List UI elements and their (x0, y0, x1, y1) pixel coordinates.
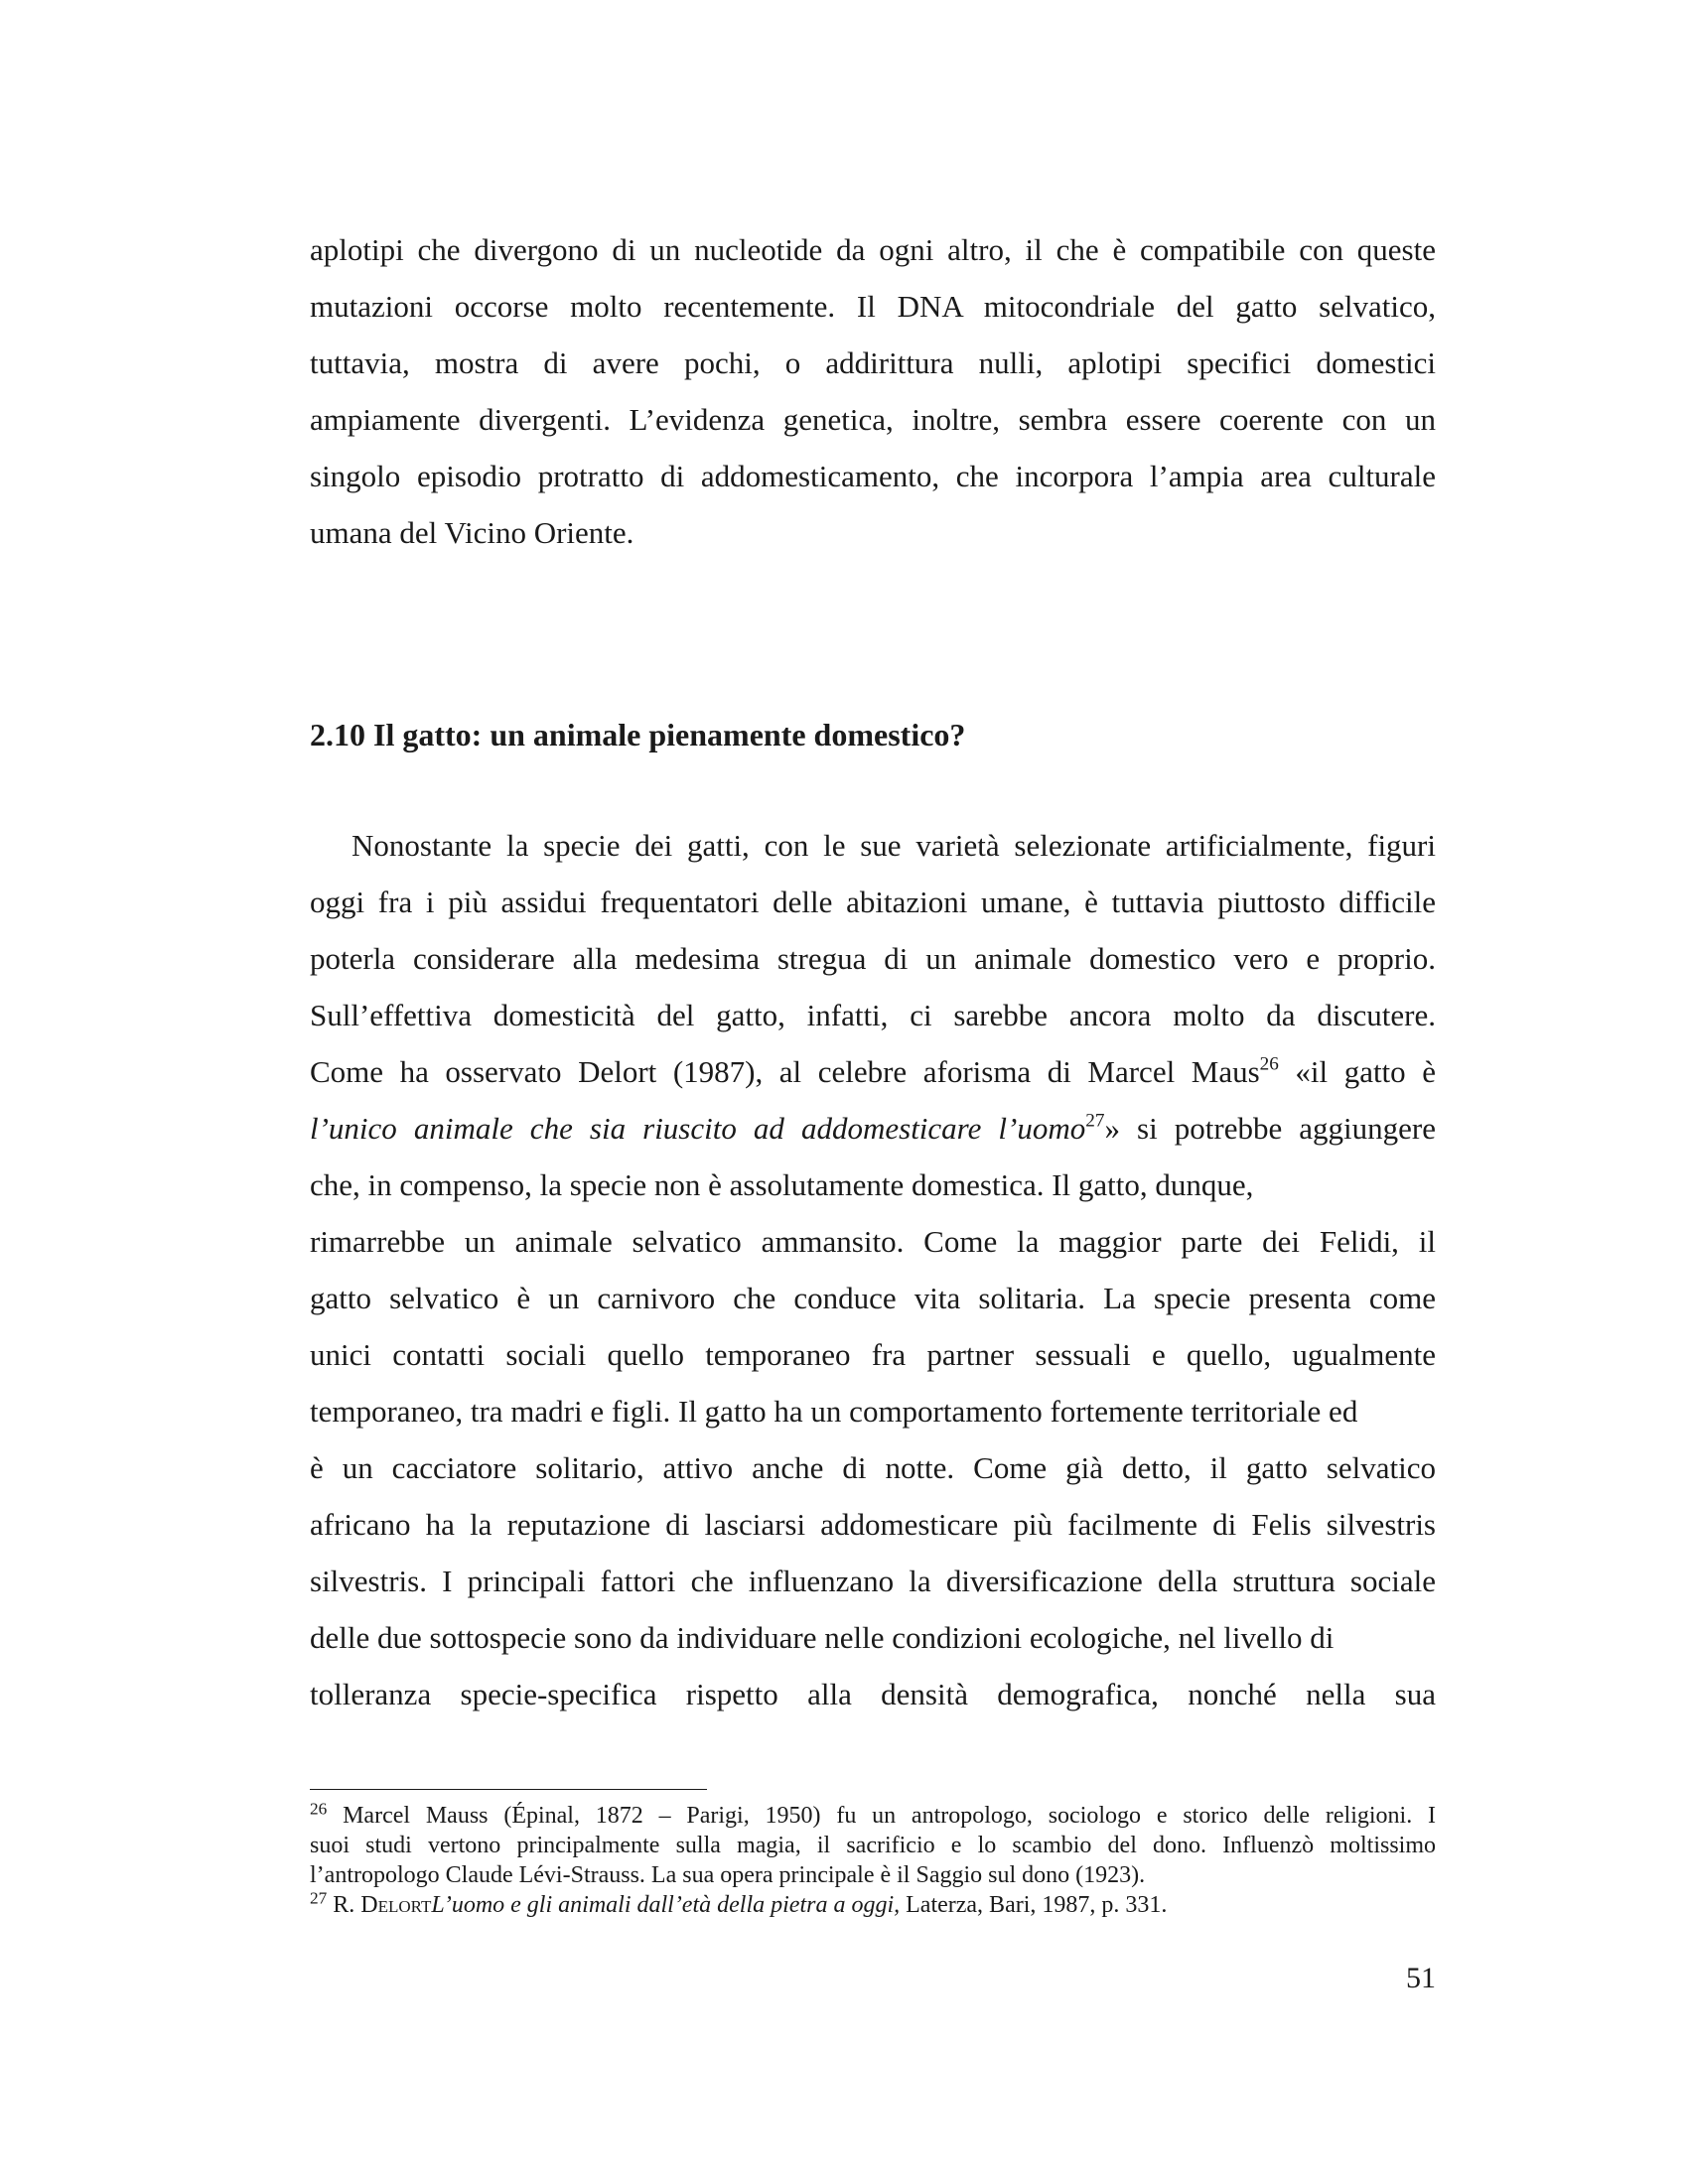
text-line: tolleranza specie-specifica rispetto alla densità demografica, nonché nella sua (310, 1677, 1436, 1711)
text-line: è un cacciatore solitario, attivo anche di notte. Come già detto, il gatto selvatico (310, 1450, 1436, 1485)
text-line: aplotipi che divergono di un nucleotide da ogni altro, il che è compatibile con queste (310, 232, 1436, 267)
page-number: 51 (1406, 1962, 1436, 1994)
text-line: Sull’effettiva domesticità del gatto, infatti, ci sarebbe ancora molto da discutere. (310, 998, 1436, 1032)
line-text: «il gatto è (1295, 1054, 1436, 1089)
text-line: mutazioni occorse molto recentemente. Il DNA mitocondriale del gatto selvatico, (310, 289, 1436, 324)
footnote-text: Marcel Mauss (Épinal, 1872 – Parigi, 1950) fu un antropologo, sociologo e storico delle religioni. I (343, 1803, 1437, 1829)
footnote-ref-27[interactable]: 27 (1085, 1110, 1105, 1132)
footnote-author-initial: R. (333, 1892, 355, 1918)
footnote-number: 26 (310, 1799, 328, 1819)
text-line: ampiamente divergenti. L’evidenza genetica, inoltre, sembra essere coerente con un (310, 402, 1436, 437)
text-line: Nonostante la specie dei gatti, con le sue varietà selezionate artificialmente, figuri (352, 828, 1436, 863)
text-line: oggi fra i più assidui frequentatori delle abitazioni umane, è tuttavia piuttosto difficile (310, 885, 1436, 919)
text-line: temporaneo, tra madri e figli. Il gatto ha un comportamento fortemente territoriale ed (310, 1394, 1358, 1429)
text-line: unici contatti sociali quello temporaneo fra partner sessuali e quello, ugualmente (310, 1337, 1436, 1372)
footnote-separator (310, 1789, 707, 1790)
text-line: poterla considerare alla medesima stregua di un animale domestico vero e proprio. (310, 941, 1436, 976)
footnote-26 (310, 1801, 1436, 1831)
text-line: tuttavia, mostra di avere pochi, o addirittura nulli, aplotipi specifici domestici (310, 345, 1436, 380)
footnote-26-line: suoi studi vertono principalmente sulla magia, il sacrificio e lo scambio del dono. Influenzò moltissimo (310, 1833, 1436, 1858)
text-line: silvestris. I principali fattori che influenzano la diversificazione della struttura sociale (310, 1564, 1436, 1598)
text-line-with-footnote-27 (310, 1109, 1436, 1149)
line-text: Come ha osservato Delort (1987), al celebre aforisma di Marcel Maus (310, 1054, 1260, 1089)
text-line: gatto selvatico è un carnivoro che conduce vita solitaria. La specie presenta come (310, 1281, 1436, 1315)
text-line: umana del Vicino Oriente. (310, 515, 634, 550)
line-text: » si potrebbe aggiungere (1104, 1111, 1436, 1146)
italic-quote: l’unico animale che sia riuscito ad addomesticare l’uomo (310, 1111, 1086, 1146)
footnote-author-surname: Delort (360, 1892, 432, 1918)
footnote-number: 27 (310, 1888, 328, 1908)
text-line: che, in compenso, la specie non è assolutamente domestica. Il gatto, dunque, (310, 1167, 1254, 1202)
footnote-ref-26[interactable]: 26 (1259, 1053, 1279, 1075)
section-heading: 2.10 Il gatto: un animale pienamente domestico? (310, 717, 966, 752)
text-line: rimarrebbe un animale selvatico ammansito. Come la maggior parte dei Felidi, il (310, 1224, 1436, 1259)
footnote-27 (310, 1890, 1436, 1920)
footnote-26-line: l’antropologo Claude Lévi-Strauss. La sua opera principale è il Saggio sul dono (1923). (310, 1862, 1146, 1888)
text-line: singolo episodio protratto di addomesticamento, che incorpora l’ampia area culturale (310, 459, 1436, 493)
text-line: delle due sottospecie sono da individuare nelle condizioni ecologiche, nel livello di (310, 1620, 1335, 1655)
text-line-with-footnote-26 (310, 1052, 1436, 1092)
text-line: africano ha la reputazione di lasciarsi addomesticare più facilmente di Felis silvestris (310, 1507, 1436, 1542)
footnote-text: Laterza, Bari, 1987, p. 331. (906, 1892, 1168, 1918)
footnote-book-title: L’uomo e gli animali dall’età della pietra a oggi, (431, 1892, 901, 1918)
